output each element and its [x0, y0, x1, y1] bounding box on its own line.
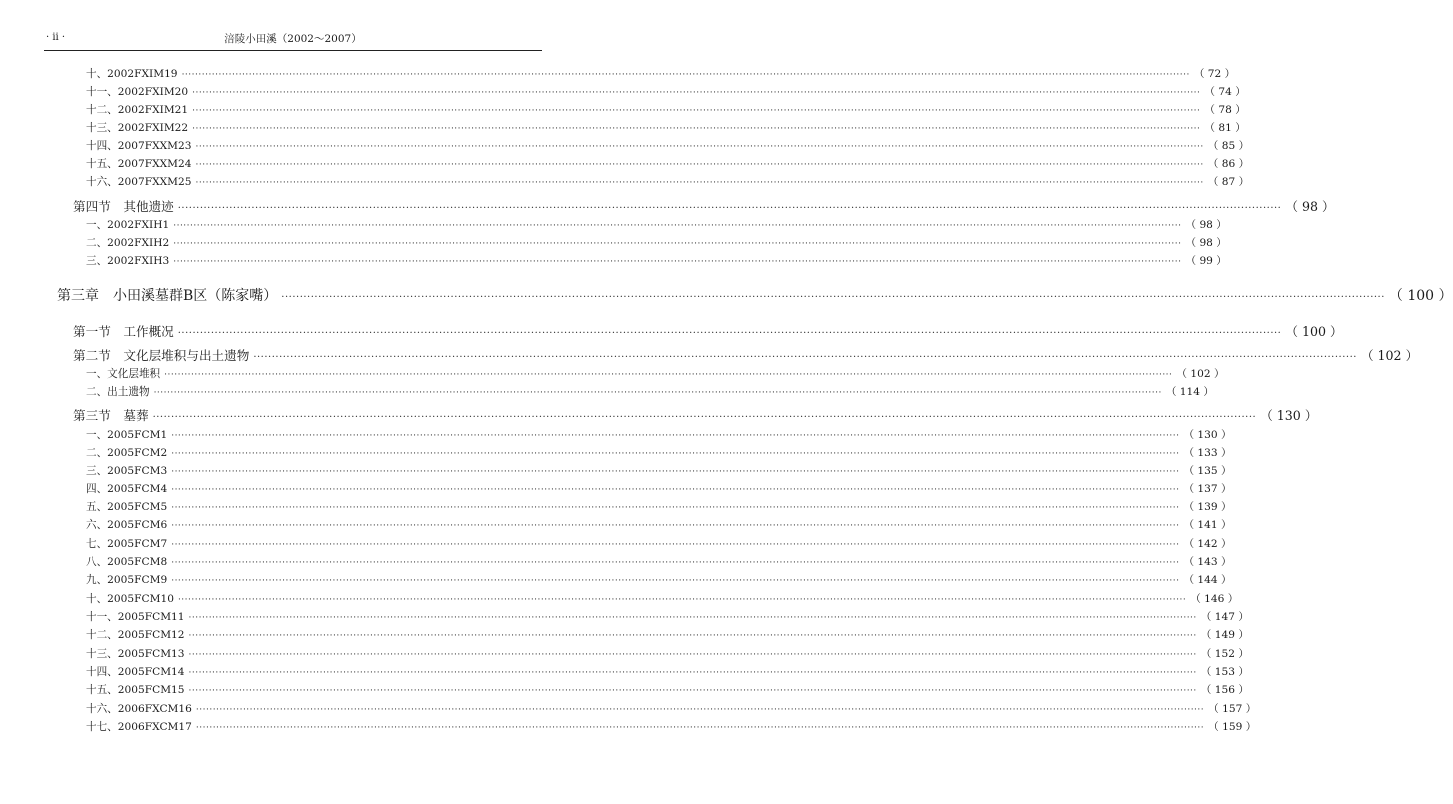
toc-entry: [86, 217, 1227, 232]
toc-entry: [86, 701, 1257, 716]
toc-entry-label: 十六、2006FXCM16: [86, 703, 192, 715]
toc-entry-label: 二、2002FXⅠH2: [86, 237, 170, 249]
toc-entry: [86, 627, 1249, 642]
toc-entry: [86, 609, 1249, 624]
toc-entry-page: （ 87 ）: [1207, 176, 1250, 188]
toc-entry: [86, 517, 1232, 532]
dot-leader: ············································································································································································································································································································: [192, 106, 1201, 116]
toc-entry-page: （ 100 ）: [1285, 324, 1343, 339]
dot-leader: ············································································································································································································································································································: [195, 705, 1205, 715]
toc-entry-page: （ 133 ）: [1183, 447, 1232, 459]
toc-entry: [86, 682, 1249, 697]
toc-entry-page: （ 100 ）: [1388, 288, 1453, 304]
toc-entry-page: （ 153 ）: [1200, 666, 1249, 678]
toc-entry-label: 三、2002FXⅠH3: [86, 255, 170, 267]
toc-entry: [86, 664, 1249, 679]
toc-entry: [86, 427, 1232, 442]
dot-leader: ············································································································································································································································································································: [195, 160, 1204, 170]
toc-entry: [86, 384, 1214, 399]
toc-entry-page: （ 159 ）: [1208, 721, 1257, 733]
toc-entry-label: 十四、2007FXXM23: [86, 140, 192, 152]
toc-entry-label: 第一节 工作概况: [73, 324, 174, 339]
dot-leader: ············································································································································································································································································································: [173, 257, 1182, 267]
dot-leader: ············································································································································································································································································································: [281, 292, 1385, 303]
dot-leader: ············································································································································································································································································································: [188, 686, 1197, 696]
toc-entry-label: 十二、2005FCM12: [86, 629, 185, 641]
toc-entry: [86, 572, 1232, 587]
toc-entry-page: （ 135 ）: [1183, 465, 1232, 477]
toc-entry: [86, 84, 1246, 99]
toc-entry-label: 四、2005FCM4: [86, 483, 168, 495]
toc-entry: [86, 554, 1232, 569]
toc-entry-page: （ 85 ）: [1207, 140, 1250, 152]
dot-leader: ············································································································································································································································································································: [171, 503, 1180, 513]
toc-entry-label: 十一、2002FXⅠM20: [86, 86, 189, 98]
toc-entry-label: 十五、2005FCM15: [86, 684, 185, 696]
toc-entry: [86, 719, 1257, 734]
toc-entry-label: 六、2005FCM6: [86, 519, 168, 531]
toc-entry-page: （ 149 ）: [1200, 629, 1249, 641]
toc-entry-label: 十三、2002FXⅠM22: [86, 122, 189, 134]
dot-leader: ············································································································································································································································································································: [164, 370, 1173, 380]
toc-entry-page: （ 102 ）: [1360, 348, 1419, 363]
toc-entry-label: 十六、2007FXXM25: [86, 176, 192, 188]
toc-entry-label: 第二节 文化层堆积与出土遗物: [73, 348, 250, 363]
dot-leader: ············································································································································································································································································································: [171, 467, 1180, 477]
dot-leader: ············································································································································································································································································································: [153, 388, 1162, 398]
toc-entry-page: （ 146 ）: [1190, 593, 1239, 605]
toc-entry-label: 十、2002FXⅠM19: [86, 68, 178, 80]
dot-leader: ············································································································································································································································································································: [188, 650, 1197, 660]
toc-entry-label: 第三章 小田溪墓群B区（陈家嘴）: [57, 288, 278, 304]
toc-entry: [86, 235, 1227, 250]
dot-leader: ············································································································································································································································································································: [171, 540, 1180, 550]
toc-entry-page: （ 99 ）: [1185, 255, 1227, 267]
toc-entry-label: 十二、2002FXⅠM21: [86, 104, 189, 116]
toc-entry: [86, 499, 1232, 514]
toc-entry: [86, 445, 1232, 460]
toc-entry: [86, 138, 1250, 153]
toc-entry-label: 五、2005FCM5: [86, 501, 168, 513]
toc-section: [73, 321, 1343, 340]
dot-leader: ············································································································································································································································································································: [171, 485, 1180, 495]
dot-leader: ············································································································································································································································································································: [195, 178, 1204, 188]
toc-entry: [86, 463, 1232, 478]
dot-leader: ············································································································································································································································································································: [177, 203, 1282, 214]
toc-entry: [86, 102, 1246, 117]
toc-entry: [86, 120, 1246, 135]
dot-leader: ············································································································································································································································································································: [173, 221, 1182, 231]
dot-leader: ············································································································································································································································································································: [171, 449, 1180, 459]
dot-leader: ············································································································································································································································································································: [192, 88, 1201, 98]
toc-entry-page: （ 137 ）: [1183, 483, 1232, 495]
dot-leader: ············································································································································································································································································································: [253, 352, 1357, 363]
toc-entry: [86, 66, 1236, 81]
running-title: 涪陵小田溪（2002～2007）: [224, 33, 362, 45]
toc-entry-label: 十五、2007FXXM24: [86, 158, 192, 170]
toc-entry-page: （ 130 ）: [1260, 408, 1318, 423]
toc-entry-label: 七、2005FCM7: [86, 538, 168, 550]
toc-section: [73, 196, 1335, 215]
toc-entry: [86, 646, 1249, 661]
toc-entry-page: （ 147 ）: [1200, 611, 1249, 623]
toc-entry-page: （ 98 ）: [1185, 219, 1227, 231]
dot-leader: ············································································································································································································································································································: [177, 328, 1282, 339]
toc-entry-page: （ 78 ）: [1204, 104, 1246, 116]
toc-entry-label: 十、2005FCM10: [86, 593, 174, 605]
running-header: [44, 30, 542, 51]
toc-entry-page: （ 74 ）: [1204, 86, 1246, 98]
toc-entry-label: 第四节 其他遗迹: [73, 199, 174, 214]
dot-leader: ············································································································································································································································································································: [195, 142, 1204, 152]
toc-entry: [86, 253, 1227, 268]
toc-entry: [86, 481, 1232, 496]
toc-entry-page: （ 142 ）: [1183, 538, 1232, 550]
toc-entry-page: （ 102 ）: [1176, 368, 1225, 380]
toc-entry-label: 八、2005FCM8: [86, 556, 168, 568]
toc-entry-label: 二、出土遗物: [86, 386, 150, 398]
toc-entry-page: （ 139 ）: [1183, 501, 1232, 513]
toc-entry: [86, 366, 1225, 381]
toc-section: [73, 405, 1318, 424]
dot-leader: ············································································································································································································································································································: [152, 412, 1257, 423]
dot-leader: ············································································································································································································································································································: [171, 558, 1180, 568]
toc-entry-page: （ 81 ）: [1204, 122, 1246, 134]
toc-entry-label: 十四、2005FCM14: [86, 666, 185, 678]
toc-entry-label: 一、2005FCM1: [86, 429, 168, 441]
toc-entry-page: （ 143 ）: [1183, 556, 1232, 568]
dot-leader: ············································································································································································································································································································: [171, 431, 1180, 441]
dot-leader: ············································································································································································································································································································: [195, 723, 1205, 733]
toc-entry-page: （ 98 ）: [1285, 199, 1335, 214]
toc-entry: [86, 591, 1239, 606]
toc-entry-label: 十七、2006FXCM17: [86, 721, 192, 733]
toc-entry-label: 十三、2005FCM13: [86, 648, 185, 660]
toc-entry: [86, 536, 1232, 551]
toc-entry-label: 一、2002FXⅠH1: [86, 219, 170, 231]
toc-entry-page: （ 114 ）: [1165, 386, 1214, 398]
dot-leader: ············································································································································································································································································································: [188, 668, 1197, 678]
dot-leader: ············································································································································································································································································································: [171, 521, 1180, 531]
toc-entry-page: （ 152 ）: [1200, 648, 1249, 660]
toc-entry-label: 十一、2005FCM11: [86, 611, 185, 623]
toc-entry-label: 第三节 墓葬: [73, 408, 149, 423]
toc-entry-page: （ 144 ）: [1183, 574, 1232, 586]
toc-entry-page: （ 141 ）: [1183, 519, 1232, 531]
dot-leader: ············································································································································································································································································································: [188, 613, 1197, 623]
toc-entry: [86, 174, 1250, 189]
dot-leader: ············································································································································································································································································································: [192, 124, 1201, 134]
toc-entry-page: （ 98 ）: [1185, 237, 1227, 249]
toc-entry-label: 九、2005FCM9: [86, 574, 168, 586]
dot-leader: ············································································································································································································································································································: [171, 576, 1180, 586]
page-number: · ii ·: [46, 32, 66, 43]
toc-entry-page: （ 72 ）: [1193, 68, 1236, 80]
dot-leader: ············································································································································································································································································································: [188, 631, 1197, 641]
toc-entry-label: 一、文化层堆积: [86, 368, 161, 380]
dot-leader: ············································································································································································································································································································: [173, 239, 1182, 249]
dot-leader: ············································································································································································································································································································: [181, 70, 1190, 80]
toc-entry: [86, 156, 1250, 171]
toc-entry-page: （ 86 ）: [1207, 158, 1250, 170]
toc-entry-label: 二、2005FCM2: [86, 447, 168, 459]
toc-section: [73, 345, 1419, 364]
dot-leader: ············································································································································································································································································································: [177, 595, 1187, 605]
toc-entry-page: （ 157 ）: [1208, 703, 1257, 715]
toc-entry-label: 三、2005FCM3: [86, 465, 168, 477]
toc-chapter: [57, 285, 1453, 305]
toc-entry-page: （ 156 ）: [1200, 684, 1249, 696]
toc-entry-page: （ 130 ）: [1183, 429, 1232, 441]
